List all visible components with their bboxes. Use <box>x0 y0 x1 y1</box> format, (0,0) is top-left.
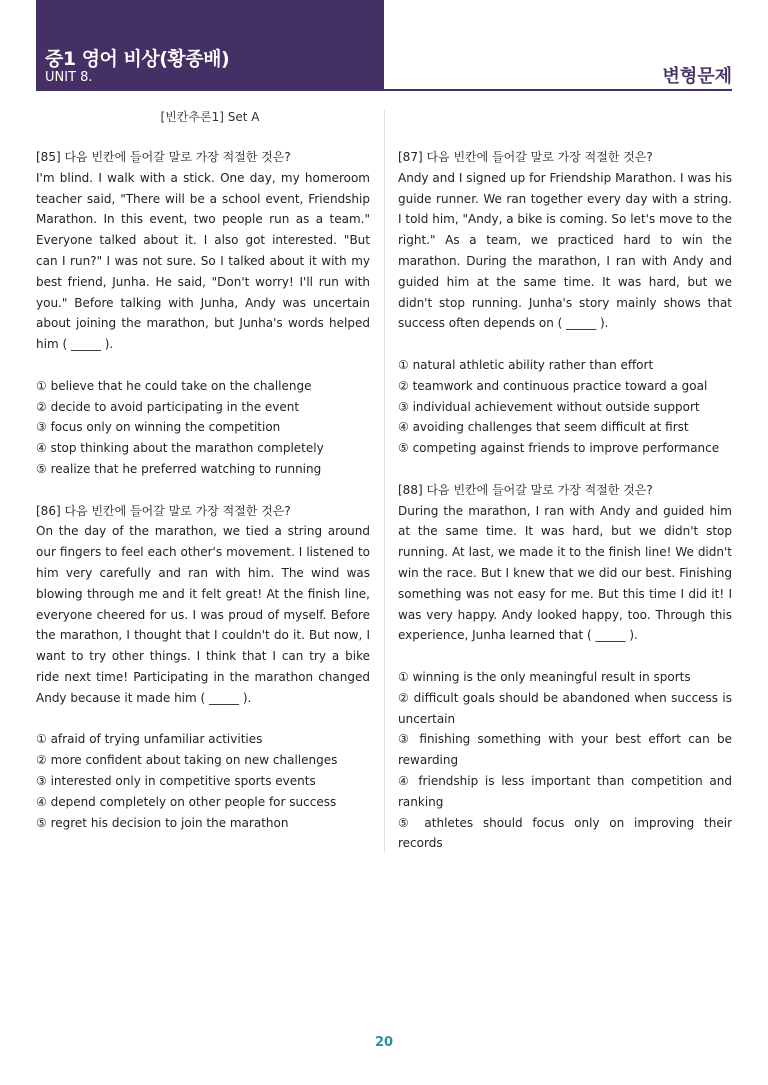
option-2[interactable]: ② decide to avoid participating in the event <box>36 399 300 414</box>
question-title: [85] 다음 빈칸에 들어갈 말로 가장 적절한 것은? <box>36 150 291 164</box>
option-2[interactable]: ② difficult goals should be abandoned when success is uncertain <box>398 690 732 726</box>
option-5[interactable]: ⑤ regret his decision to join the marathon <box>36 815 289 830</box>
option-1[interactable]: ① winning is the only meaningful result in sports <box>398 669 691 684</box>
answer-options <box>398 355 732 459</box>
option-1[interactable]: ① believe that he could take on the challenge <box>36 378 312 393</box>
question-88 <box>398 480 732 854</box>
question-85 <box>36 147 370 480</box>
question-86 <box>36 501 370 834</box>
answer-options <box>398 667 732 854</box>
left-column <box>36 147 370 854</box>
option-5[interactable]: ⑤ realize that he preferred watching to running <box>36 461 322 476</box>
answer-options <box>36 376 370 480</box>
option-2[interactable]: ② teamwork and continuous practice toward a goal <box>398 378 708 393</box>
question-passage: I'm blind. I walk with a stick. One day, my homeroom teacher said, "There will be a school event, Friendship Marathon. In this event, two people run as a team." Everyone talked about it. I also got interested. "But can I run?" I was not sure. So I talked about it with my best friend, Junha. He said, "Don't worry! I'll run with you." Before talking with Junha, Andy was uncertain about joining the marathon, but Junha's words helped him ( _____ ). <box>36 170 370 352</box>
option-2[interactable]: ② more confident about taking on new challenges <box>36 753 338 768</box>
option-4[interactable]: ④ friendship is less important than competition and ranking <box>398 773 732 809</box>
page-number: 20 <box>374 1035 394 1050</box>
question-passage: Andy and I signed up for Friendship Marathon. I was his guide runner. We ran together every day with a string. I told him, "Andy, a bike is coming. So let's move to the right." As a team, we practiced hard to win the marathon. During the marathon, I ran with Andy and guided him at the same time. It was hard, but we didn't stop running. Junha's story mainly shows that success often depends on ( _____ ). <box>398 170 732 331</box>
option-1[interactable]: ① afraid of trying unfamiliar activities <box>36 732 263 747</box>
option-4[interactable]: ④ avoiding challenges that seem difficult at first <box>398 420 689 435</box>
section-label: 변형문제 <box>662 66 732 87</box>
answer-options <box>36 729 370 833</box>
option-3[interactable]: ③ individual achievement without outside support <box>398 399 700 414</box>
option-5[interactable]: ⑤ competing against friends to improve performance <box>398 441 720 456</box>
column-divider <box>384 110 385 852</box>
book-title: 중1 영어 비상(황종배) <box>45 48 230 70</box>
question-passage: During the marathon, I ran with Andy and guided him at the same time. It was hard, but we didn't stop running. At last, we made it to the finish line! We didn't win the race. But I knew that we did our best. Finishing something was not easy for me. But this time I did it! I was very happy. Andy looked happy, too. Through this experience, Junha learned that ( _____ ). <box>398 503 732 643</box>
option-3[interactable]: ③ focus only on winning the competition <box>36 420 281 435</box>
right-column <box>398 147 732 875</box>
option-4[interactable]: ④ depend completely on other people for success <box>36 794 337 809</box>
option-3[interactable]: ③ finishing something with your best effort can be rewarding <box>398 732 732 768</box>
question-title: [86] 다음 빈칸에 들어갈 말로 가장 적절한 것은? <box>36 503 291 518</box>
unit-label: UNIT 8. <box>45 70 93 85</box>
question-passage: On the day of the marathon, we tied a string around our fingers to feel each other's movement. I listened to him very carefully and ran with him. The wind was blowing through me and it felt great! At the finish line, everyone cheered for us. I was proud of myself. Before the marathon, I thought that I couldn't do it. But now, I want to try other things. I think that I can try a bike ride next time! Participating in the marathon changed Andy because it made him ( _____ ). <box>36 524 370 705</box>
header-banner <box>36 0 384 91</box>
option-4[interactable]: ④ stop thinking about the marathon completely <box>36 441 324 456</box>
set-label: [빈칸추론1] Set A <box>160 110 260 124</box>
option-3[interactable]: ③ interested only in competitive sports events <box>36 773 316 788</box>
option-1[interactable]: ① natural athletic ability rather than effort <box>398 357 654 372</box>
header-rule <box>384 89 732 91</box>
question-title: [88] 다음 빈칸에 들어갈 말로 가장 적절한 것은? <box>398 482 653 497</box>
question-87 <box>398 147 732 459</box>
option-5[interactable]: ⑤ athletes should focus only on improving their records <box>398 815 732 851</box>
question-title: [87] 다음 빈칸에 들어갈 말로 가장 적절한 것은? <box>398 150 653 164</box>
